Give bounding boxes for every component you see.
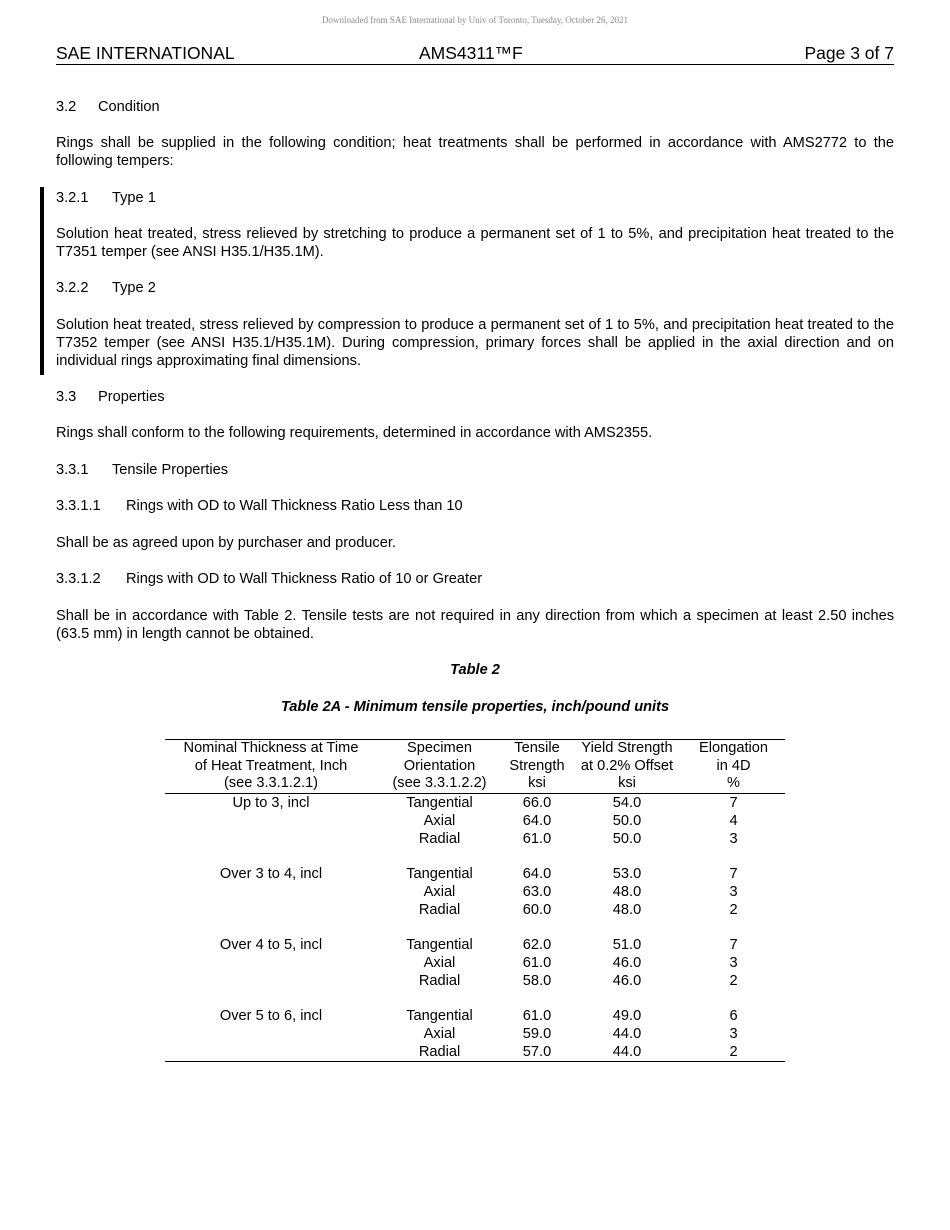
elongation-cell: 3 [729, 830, 738, 847]
section-heading-3-3-1-1: 3.3.1.1 Rings with OD to Wall Thickness Ratio Less than 10 [56, 498, 463, 514]
header-thickness: Nominal Thickness at Time of Heat Treatment, Inch (see 3.3.1.2.1) [165, 740, 377, 794]
table-row [165, 883, 785, 901]
thickness-cell: Over 5 to 6, incl [219, 1007, 323, 1024]
orientation-cell: Axial [423, 883, 456, 900]
section-heading-3-2-2: 3.2.2 Type 2 [56, 280, 156, 296]
table-spacer-row [165, 848, 785, 865]
yield-cell: 50.0 [612, 830, 642, 847]
orientation-cell: Axial [423, 812, 456, 829]
header-tensile-strength: Tensile Strength ksi [502, 740, 572, 794]
paragraph-3-3: Rings shall conform to the following requirements, determined in accordance with AMS2355. [56, 425, 653, 441]
table-row [165, 830, 785, 848]
thickness-cell: Up to 3, incl [232, 794, 310, 811]
table-row [165, 865, 785, 883]
tensile-cell: 57.0 [522, 1043, 552, 1060]
table-row [165, 936, 785, 954]
table-spacer-row [165, 990, 785, 1007]
paragraph-3-2: Rings shall be supplied in the following condition; heat treatments shall be performed in accordance with AMS2772 to the following tempers: [56, 135, 894, 169]
section-heading-3-2: 3.2 Condition [56, 99, 160, 115]
yield-cell: 48.0 [612, 883, 642, 900]
elongation-cell: 7 [729, 794, 738, 811]
tensile-properties-table [165, 739, 785, 1062]
table-row [165, 954, 785, 972]
yield-cell: 54.0 [612, 794, 642, 811]
table-row [165, 972, 785, 990]
orientation-cell: Tangential [406, 936, 473, 953]
header-yield-strength: Yield Strength at 0.2% Offset ksi [572, 740, 682, 794]
table-row [165, 793, 785, 812]
elongation-cell: 4 [729, 812, 738, 829]
tensile-cell: 61.0 [522, 1007, 552, 1024]
table-header-row [165, 740, 785, 794]
header-orientation: Specimen Orientation (see 3.3.1.2.2) [377, 740, 502, 794]
orientation-cell: Axial [423, 954, 456, 971]
paragraph-3-3-1-2: Shall be in accordance with Table 2. Tensile tests are not required in any direction from which a specimen at least 2.50 inches (63.5 mm) in length cannot be obtained. [56, 608, 894, 642]
yield-cell: 44.0 [612, 1043, 642, 1060]
tensile-cell: 58.0 [522, 972, 552, 989]
paragraph-3-2-1: Solution heat treated, stress relieved by stretching to produce a permanent set of 1 to 5%, and precipitation heat treated to the T7351 temper (see ANSI H35.1/H35.1M). [56, 226, 894, 260]
table-row [165, 901, 785, 919]
yield-cell: 46.0 [612, 954, 642, 971]
thickness-cell: Over 4 to 5, incl [219, 936, 323, 953]
orientation-cell: Tangential [406, 1007, 473, 1024]
download-watermark: Downloaded from SAE International by Univ of Toronto, Tuesday, October 26, 2021 [321, 15, 629, 25]
elongation-cell: 2 [729, 1043, 738, 1060]
section-heading-3-2-1: 3.2.1 Type 1 [56, 190, 156, 206]
table-spacer-row [165, 919, 785, 936]
section-heading-3-3: 3.3 Properties [56, 389, 165, 405]
elongation-cell: 2 [729, 972, 738, 989]
header-doc-number: AMS4311™F [419, 43, 523, 63]
orientation-cell: Tangential [406, 794, 473, 811]
paragraph-3-2-2: Solution heat treated, stress relieved by compression to produce a permanent set of 1 to 5%, and precipitation heat treated to the T7352 temper (see ANSI H35.1/H35.1M). During compression, primary forces shall be applied in the axial direction and on individual rings approximating final dimensions. [56, 317, 894, 369]
yield-cell: 53.0 [612, 865, 642, 882]
orientation-cell: Radial [418, 972, 461, 989]
paragraph-3-3-1-1: Shall be as agreed upon by purchaser and producer. [56, 535, 396, 551]
yield-cell: 44.0 [612, 1025, 642, 1042]
table-row [165, 1043, 785, 1062]
table-row [165, 812, 785, 830]
orientation-cell: Tangential [406, 865, 473, 882]
elongation-cell: 3 [729, 883, 738, 900]
elongation-cell: 3 [729, 1025, 738, 1042]
table-row [165, 1025, 785, 1043]
orientation-cell: Radial [418, 830, 461, 847]
yield-cell: 46.0 [612, 972, 642, 989]
table-row [165, 1007, 785, 1025]
orientation-cell: Radial [418, 1043, 461, 1060]
tensile-cell: 66.0 [522, 794, 552, 811]
table-title: Table 2 [450, 662, 500, 678]
tensile-cell: 64.0 [522, 812, 552, 829]
page-header [56, 43, 894, 65]
tensile-cell: 62.0 [522, 936, 552, 953]
tensile-cell: 61.0 [522, 954, 552, 971]
tensile-cell: 64.0 [522, 865, 552, 882]
header-elongation: Elongation in 4D % [682, 740, 785, 794]
elongation-cell: 3 [729, 954, 738, 971]
yield-cell: 49.0 [612, 1007, 642, 1024]
tensile-cell: 63.0 [522, 883, 552, 900]
yield-cell: 50.0 [612, 812, 642, 829]
elongation-cell: 7 [729, 936, 738, 953]
tensile-cell: 60.0 [522, 901, 552, 918]
tensile-cell: 61.0 [522, 830, 552, 847]
orientation-cell: Radial [418, 901, 461, 918]
orientation-cell: Axial [423, 1025, 456, 1042]
table-subtitle: Table 2A - Minimum tensile properties, inch/pound units [280, 699, 670, 715]
header-org: SAE INTERNATIONAL [56, 43, 235, 63]
section-heading-3-3-1: 3.3.1 Tensile Properties [56, 462, 228, 478]
revision-change-bar [40, 187, 44, 375]
elongation-cell: 6 [729, 1007, 738, 1024]
section-heading-3-3-1-2: 3.3.1.2 Rings with OD to Wall Thickness Ratio of 10 or Greater [56, 571, 483, 587]
tensile-cell: 59.0 [522, 1025, 552, 1042]
header-page-number: Page 3 of 7 [804, 43, 894, 63]
yield-cell: 51.0 [612, 936, 642, 953]
elongation-cell: 7 [729, 865, 738, 882]
elongation-cell: 2 [729, 901, 738, 918]
thickness-cell: Over 3 to 4, incl [219, 865, 323, 882]
yield-cell: 48.0 [612, 901, 642, 918]
